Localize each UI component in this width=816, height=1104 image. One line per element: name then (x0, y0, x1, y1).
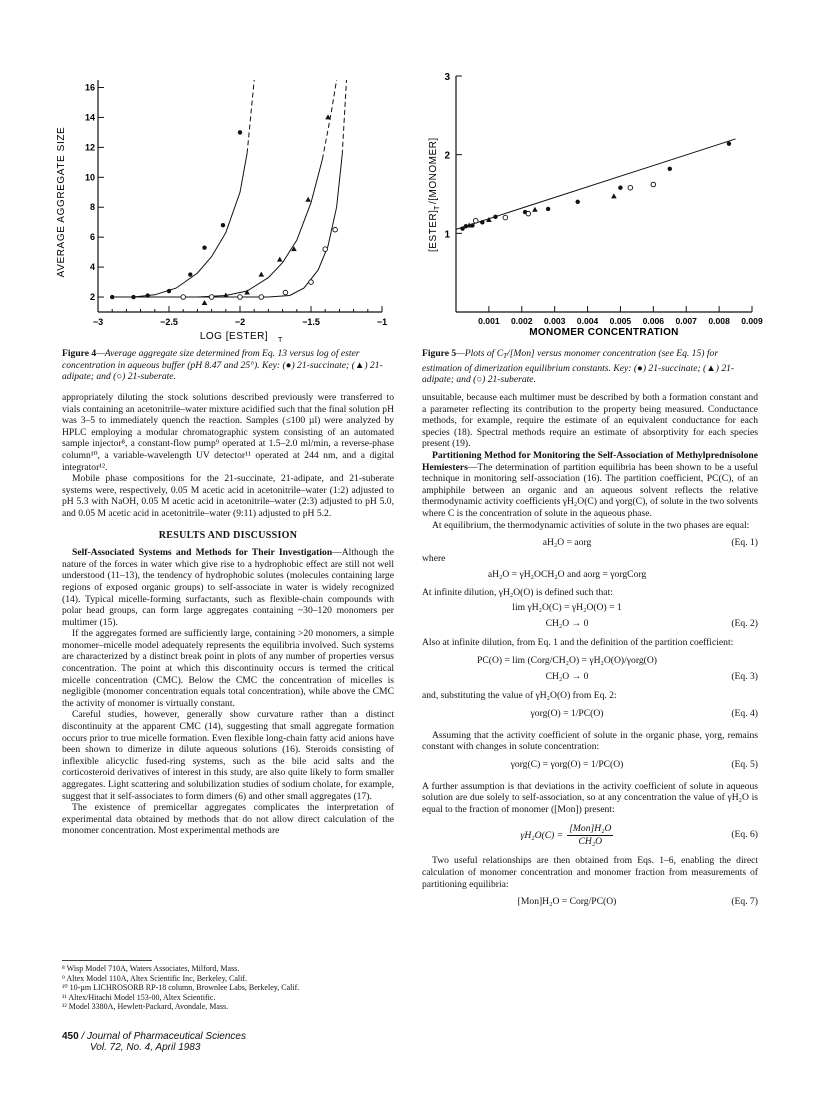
data-point-21-suberate (333, 227, 338, 232)
equation-2-number: (Eq. 2) (731, 618, 758, 630)
y-tick-label: 2 (444, 150, 450, 162)
y-tick-label: 3 (444, 72, 450, 83)
fit-curve-dashed-21-adipate (322, 80, 336, 159)
equation-6-numerator: [Mon]H₂O (569, 822, 612, 834)
equation-6-lhs: γH₂O(C) = (520, 829, 564, 841)
x-tick-label: 0.005 (609, 316, 632, 326)
equation-3-condition: CH₂O → 0 (545, 670, 589, 682)
equation-2b (422, 618, 758, 634)
footnote-10: ¹⁰ 10-µm LICHROSORB RP-18 column, Brownlee Labs, Berkeley, Calif. (62, 983, 300, 993)
data-point-21-suberate (309, 280, 314, 285)
data-point-21-suberate (209, 295, 214, 300)
data-point-21-suberate (473, 218, 478, 223)
where-label: where (422, 553, 446, 565)
left-paragraph-2: Mobile phase compositions for the 21-succinate, 21-adipate, and 21-suberate systems were, respectively, 0.05 M acetic acid in acetonitrile–water (1:2) adjusted to pH 5.3 with NaOH, 0.05 M acetic acid in acetonitrile–water (2:3) adjusted to pH 5.0, and 0.05 M acetic acid in acetonitrile–water (9:11) adjusted to pH 5.2. (62, 473, 394, 519)
x-tick-label: −3 (92, 317, 104, 327)
figure-4-caption-text: —Average aggregate size determined from Eq. 13 versus log of ester concentration in aqueous buffer (pH 8.47 and 25°). Key: (●) 21-succinate; (▲) 21-adipate; and (○) 21-suberate. (62, 348, 383, 383)
right-paragraph-6: and, substituting the value of γH₂O(O) from Eq. 2: (422, 689, 617, 701)
fit-curve-dashed-21-suberate (342, 80, 346, 155)
run-in-heading-self-associated: Self-Associated Systems and Methods for Their Investigation (72, 547, 333, 559)
data-point-21-adipate (532, 207, 538, 212)
equation-6-number: (Eq. 6) (731, 829, 758, 841)
figure-5-caption-sub: T (503, 352, 508, 360)
y-tick-label: 1 (444, 229, 450, 241)
x-tick-label: 0.001 (478, 316, 500, 326)
y-tick-label: 6 (89, 232, 95, 243)
data-point-21-suberate (323, 247, 328, 252)
y-tick-label: 16 (84, 82, 95, 93)
run-in-heading-partitioning: Partitioning Method for Monitoring the Self-Association of Methylprednisolone Hemiesters (422, 449, 758, 473)
figure-5-caption (422, 348, 758, 386)
equation-1b-body: aH₂O = γH₂OCH₂O and aorg = γorgCorg (487, 568, 647, 580)
left-paragraph-5: Careful studies, however, generally show curvature rather than a distinct discontinuity at the apparent CMC (14), suggesting that small aggregate formation occurs prior to true micelle formation. Even flexible long-chain fatty acid anions have been shown to dimerize in dilute aqueous solutions (16). Steroids consisting of inflexible alicyclic fused-ring systems, such as the bile acid salts and the corticosteroid derivatives of interest in this study, are also quite likely to form smaller aggregates. Light scattering and solubilization studies of sodium cholate, for example, suggest that it self-associates to form dimers (6) and other small aggregates (17). (62, 709, 394, 802)
data-point-21-suberate (651, 182, 656, 187)
data-point-21-adipate (305, 197, 311, 202)
figure-4-caption-label: Figure 4 (62, 348, 97, 359)
data-point-21-suberate (181, 295, 186, 300)
right-paragraph-2 (422, 450, 758, 520)
left-paragraph-4: If the aggregates formed are sufficiently large, containing >20 monomers, a simple monomer–micelle model adequately represents the equilibria involved. Such systems are characterized by a distinct break point in plots of any number of properties versus concentration. The point at which this discontinuity occurs is termed the critical micelle concentration (CMC). Below the CMC the concentration of micelles is negligible (monomer concentration equals total concentration), while above the CMC the activity of monomer is virtually constant. (62, 628, 394, 709)
x-axis-label: MONOMER CONCENTRATION (529, 327, 679, 338)
x-axis-label: LOG [ESTER] (199, 331, 269, 342)
equation-6-denominator: CH₂O (578, 835, 603, 847)
equation-7 (422, 896, 758, 912)
data-point-21-suberate (503, 215, 508, 220)
equation-5-body: γorg(C) = γorg(O) = 1/PC(O) (510, 758, 624, 770)
equation-6 (422, 821, 758, 849)
data-point-21-succinate (727, 141, 731, 145)
x-tick-label: −1 (376, 317, 388, 327)
right-paragraph-9: Two useful relationships are then obtained from Eqs. 1–6, enabling the direct calculation of monomer concentration and monomer fraction from measurements of partitioning equilibria: (422, 855, 758, 890)
fit-curve-21-suberate (112, 155, 342, 297)
data-point-21-adipate (259, 272, 265, 277)
data-point-21-succinate (480, 220, 484, 224)
footnotes (62, 964, 394, 1012)
y-axis-label-group (428, 137, 441, 252)
page-number: 450 (62, 1031, 79, 1042)
section-heading-results: RESULTS AND DISCUSSION (158, 529, 298, 541)
right-paragraph-8: A further assumption is that deviations in the activity coefficient of solute in aqueous solution are due solely to self-association, so at any concentration the value of γH₂O is equal to the fraction of monomer ([Mon]) present: (422, 780, 758, 815)
equation-2-condition: CH₂O → 0 (545, 618, 589, 630)
x-tick-label: 0.003 (543, 316, 566, 326)
right-paragraph-4: At infinite dilution, γH₂O(O) is defined such that: (422, 586, 613, 598)
data-point-21-adipate (202, 300, 208, 305)
right-paragraph-7: Assuming that the activity coefficient of solute in the organic phase, γorg, remains constant with changes in solute concentration: (422, 729, 758, 753)
y-axis-label: [ESTER] (428, 209, 439, 252)
footnote-9: ⁹ Altex Model 110A, Altex Scientific Inc, Berkeley, Calif. (62, 973, 248, 983)
y-tick-label: 12 (84, 142, 95, 153)
x-tick-label: −2 (234, 317, 246, 327)
page-footer (62, 1031, 394, 1053)
data-point-21-succinate (668, 167, 672, 171)
data-point-21-suberate (259, 295, 264, 300)
data-point-21-suberate (526, 211, 531, 216)
x-axis-label-sub: T (278, 337, 283, 344)
figure-5-caption-text: —Plots of C (456, 348, 504, 359)
equation-3-body: PC(O) = lim (Corg/CH₂O) = γH₂O(O)/γorg(O) (477, 654, 657, 666)
data-point-21-adipate (277, 257, 283, 262)
footnote-8: ⁸ Wisp Model 710A, Waters Associates, Milford, Mass. (62, 964, 240, 973)
footnote-11: ¹¹ Altex/Hitachi Model 153-00, Altex Scientific. (62, 992, 216, 1002)
equation-1-number: (Eq. 1) (731, 537, 758, 549)
y-tick-label: 2 (89, 292, 95, 303)
figure-5-caption-rest: /[Mon] versus monomer concentration (see Eq. 15) for estimation of dimerization equilibrium constants. Key: (●) 21-succinate; (▲) 21-adipate; and (○) 21-suberate. (422, 348, 735, 386)
left-column (62, 392, 394, 837)
journal-name: / Journal of Pharmaceutical Sciences (78, 1031, 246, 1042)
equation-1b (422, 569, 758, 585)
x-tick-label: −1.5 (302, 317, 320, 327)
equation-7-number: (Eq. 7) (731, 896, 758, 908)
data-point-21-succinate (221, 223, 225, 227)
equation-4-body: γorg(O) = 1/PC(O) (530, 707, 604, 719)
journal-volume: Vol. 72, No. 4, April 1983 (90, 1042, 201, 1053)
equation-1-body: aH₂O = aorg (542, 537, 592, 549)
left-paragraph-3 (62, 547, 394, 628)
data-point-21-succinate (202, 245, 206, 249)
equation-4 (422, 708, 758, 724)
data-point-21-succinate (188, 272, 192, 276)
data-point-21-succinate (575, 200, 579, 204)
x-tick-label: 0.004 (576, 316, 599, 326)
x-tick-label: −2.5 (160, 317, 178, 327)
left-paragraph-3-text: —Although the nature of the forces in water which give rise to a hydrophobic effect are still not well understood (11–13), the tendency of hydrophobic solutes (molecules containing large regions of exposed organic groups) to self-associate in water is widely recognized (14). Typical micelle-forming surfactants, such as flexible-chain compounds with polar head groups, can form large aggregates containing ~30–120 monomers per multimer (15). (62, 547, 394, 628)
left-paragraph-1: appropriately diluting the stock solutions described previously were transferred to vials containing an acetonitrile–water mixture acidified such that the final solution pH was 3–5 to immediately quench the reaction. Samples (≤100 µl) were analyzed by HPLC employing a modular chromatographic system consisting of an automated sample injector⁸, a constant-flow pump⁹ operated at 1.5–2.0 ml/min, a reverse-phase column¹⁰, a variable-wavelength UV detector¹¹ operated at 244 nm, and a digital integrator¹². (62, 392, 394, 473)
footnote-rule (62, 960, 152, 961)
right-paragraph-1: unsuitable, because each multimer must be described by both a formation constant and a parameter reflecting its contribution to the property being measured. Conductance methods, for example, require the estimate of an equivalent conductance for each species (18). Spectral methods require an estimate of absorptivity for each species present (19). (422, 392, 758, 450)
data-point-21-succinate (618, 186, 622, 190)
figure-5-caption-label: Figure 5 (422, 348, 457, 359)
x-tick-label: 0.006 (642, 316, 665, 326)
equation-3-number: (Eq. 3) (731, 670, 758, 682)
right-paragraph-2-text: —The determination of partition equilibria has been shown to be a useful technique in monitoring self-association (16). The partition coefficient, PC(C), of an amphiphile between an organic and an aqueous solvent reflects the relative thermodynamic activity coefficients γH₂O(C) and γorg(C), of solute in the two solvents where C is the concentration of solute in the aqueous phase. (422, 461, 758, 519)
data-point-21-adipate (611, 193, 617, 198)
x-tick-label: 0.002 (511, 316, 533, 326)
fit-line (456, 139, 736, 229)
data-point-21-suberate (283, 290, 288, 295)
fit-curve-21-succinate (112, 153, 247, 297)
equation-3a (422, 655, 758, 671)
y-axis-label-sub: T (434, 205, 441, 210)
equation-1 (422, 537, 758, 553)
y-axis-label-rest: /[MONOMER] (428, 137, 439, 204)
y-tick-label: 14 (84, 112, 95, 123)
equation-3b (422, 671, 758, 687)
data-point-21-suberate (238, 295, 243, 300)
x-tick-label: 0.007 (675, 316, 697, 326)
left-paragraph-6: The existence of premicellar aggregates complicates the interpretation of experimental data obtained by methods that do not allow direct calculation of the monomer concentration. Most experimental methods are (62, 802, 394, 837)
equation-2-limit: lim γH₂O(C) = γH₂O(O) = 1 (512, 602, 622, 614)
right-paragraph-5: Also at infinite dilution, from Eq. 1 and the definition of the partition coefficient: (422, 637, 734, 649)
figure-4-caption (62, 348, 394, 383)
right-column (422, 392, 758, 912)
footnote-12: ¹² Model 3380A, Hewlett-Packard, Avondale, Mass. (62, 1002, 229, 1012)
y-axis-label: AVERAGE AGGREGATE SIZE (56, 126, 67, 278)
x-tick-label: 0.008 (708, 316, 730, 326)
data-point-21-succinate (546, 207, 550, 211)
y-tick-label: 10 (84, 172, 95, 183)
data-point-21-succinate (167, 289, 171, 293)
fit-curve-dashed-21-succinate (247, 80, 254, 153)
figure-5-chart (418, 62, 768, 347)
data-point-21-suberate (628, 185, 633, 190)
y-tick-label: 4 (89, 262, 95, 273)
figure-4-chart (40, 62, 390, 347)
right-paragraph-3: At equilibrium, the thermodynamic activities of solute in the two phases are equal: (432, 519, 750, 531)
equation-5-number: (Eq. 5) (731, 758, 758, 770)
data-point-21-succinate (238, 130, 242, 134)
equation-2a (422, 602, 758, 618)
equation-4-number: (Eq. 4) (731, 707, 758, 719)
y-tick-label: 8 (89, 202, 95, 213)
equation-5 (422, 759, 758, 775)
equation-7-body: [Mon]H₂O = Corg/PC(O) (517, 896, 617, 908)
data-point-21-succinate (493, 215, 497, 219)
x-tick-label: 0.009 (741, 316, 763, 326)
